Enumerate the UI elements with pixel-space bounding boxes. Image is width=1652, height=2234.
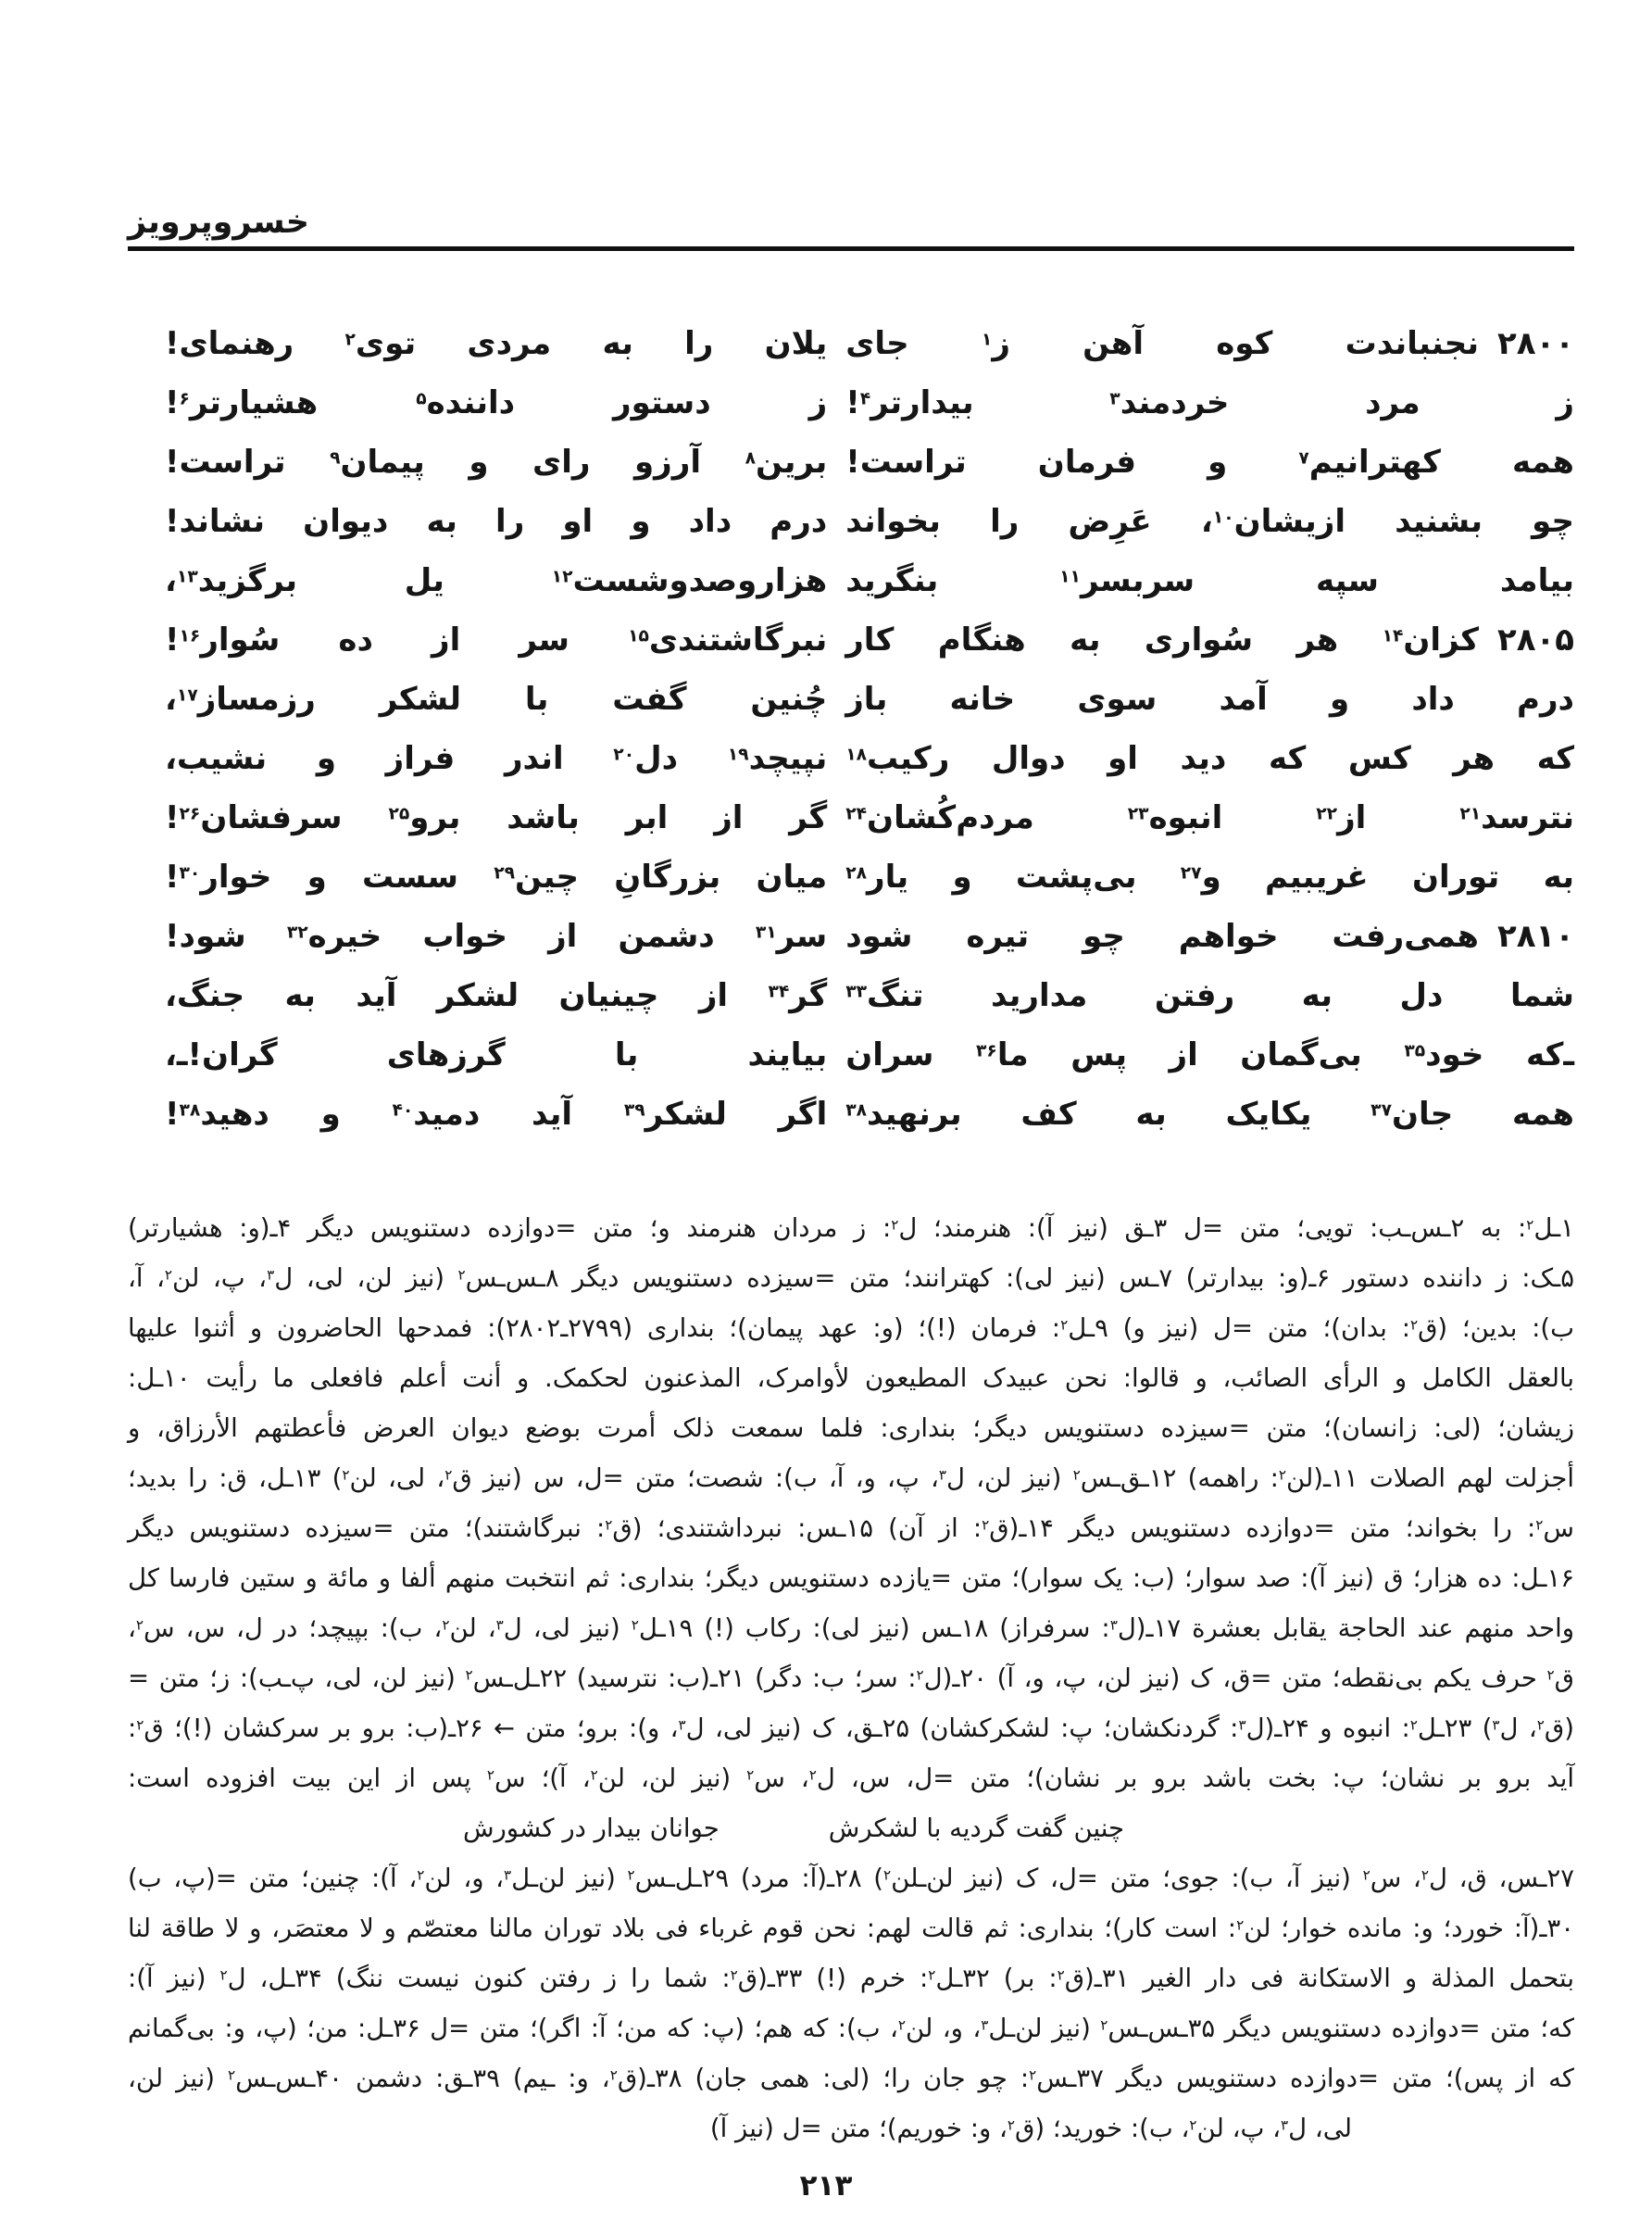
hemistich-left: هزاروصدوشست$^{۱۲}$ یل برگزید$^{۱۳}$، (165, 562, 828, 599)
hemistich-text: کزان$^{۱۴}$ هر سُواری به هنگام کار (845, 621, 1479, 659)
hemistich-left: گر از ابر باشد برو$^{۲۵}$ سرفشان$^{۲۶}$! (165, 799, 828, 836)
hemistich-right (845, 610, 1574, 670)
footnote-line: س$^۲$: را بخواند؛ متن =دوازده دستنویس دیگر ۱۴ـ(ق$^۲$: از آن) ۱۵ـس: نبرداشتندی؛ (ق$^۲$: نبرگاشتند)؛ متن =سیزده دستنویس دیگر (128, 1513, 1574, 1543)
inserted-verse-right: چنین گفت گردیه با لشکرش (828, 1814, 1125, 1843)
hemistich-left: نپیچد$^{۱۹}$ دل$^{۲۰}$ اندر فراز و نشیب، (165, 740, 828, 777)
hemistich-text: نترسد$^{۲۱}$ از$^{۲۲}$ انبوه$^{۲۳}$ مردم‌کُشان$^{۲۴}$ (845, 799, 1574, 836)
hemistich-right (845, 966, 1574, 1025)
footnote-line: ۱۶ـل: ده هزار؛ ق (نیز آ): صد سوار؛ (ب: یک سوار)؛ متن =یازده دستنویس دیگر؛ بنداری: ثم انتخبت منهم ألفا و مائة و ستین فارسا کل (128, 1563, 1574, 1593)
verse-row (165, 788, 1574, 847)
footnote-line: که؛ متن =دوازده دستنویس دیگر ۳۵ـس‌ـس$^۲$ (نیز لن‌ـل$^۳$، و، لن$^۲$، ب): که هم؛ (پ: که من؛ آ: اگر)؛ متن =ل ۳۶ـل: من؛ (پ، و: بی‌گمانم (128, 2014, 1574, 2043)
verse-row (165, 610, 1574, 670)
footnote-line: ۲۷ـس، ق، ل$^۲$، س$^۲$ (نیز آ، ب): جوی؛ متن =ل، ک (نیز لن‌ـلن$^۲$) ۲۸ـ(آ: مرد) ۲۹ـل‌ـس$^۲$ (نیز لن‌ـل$^۳$، و، لن$^۲$، آ): چنین؛ متن =(پ، ب) (128, 1864, 1574, 1893)
page-number: ۲۱۳ (799, 2169, 853, 2203)
verse-row (165, 1085, 1574, 1144)
verse-row (165, 433, 1574, 492)
footnote-line: أجزلت لهم الصلات ۱۱ـ(لن$^۲$: راهمه) ۱۲ـق‌ـس$^۲$ (نیز لن، ل$^۳$، پ، و، آ، ب): شصت؛ متن =ل، س (نیز ق$^۲$، لی، لن$^۲$) ۱۳ـل، ق: را بدید؛ (128, 1463, 1574, 1493)
footnote-line: لی، ل$^۳$، پ، لن$^۲$، ب): خورید؛ (ق$^۲$، و: خوریم)؛ متن =ل (نیز آ) (709, 2114, 1352, 2143)
verse-row (165, 847, 1574, 907)
hemistich-left: درم داد و او را به دیوان نشاند! (165, 503, 828, 540)
hemistich-right (845, 1085, 1574, 1144)
hemistich-left: یلان را به مردی توی$^۲$ رهنمای! (165, 325, 828, 362)
footnote-line: بتحمل المذلة و الاستکانة فی دار الغیر ۳۱ـ(ق$^۲$: بر) ۳۲ـل$^۲$: خرم (!) ۳۳ـ(ق$^۲$: شما را ز رفتن کنون نیست ننگ) ۳۴ـل، ل$^۲$ (نیز آ): (128, 1964, 1574, 1993)
footnote-line: آید برو بر نشان؛ پ: بخت باشد برو بر نشان)؛ متن =ل، س، ل$^۲$، س$^۲$ (نیز لن، لن$^۲$، آ)؛ س$^۲$ پس از این بیت افزوده است: (128, 1763, 1574, 1793)
hemistich-left: چُنین گفت با لشکر رزمساز$^{۱۷}$، (165, 681, 828, 718)
footnote-line: ب): بدین؛ (ق$^۲$: بدان)؛ متن =ل (نیز و) ۹ـل$^۲$: فرمان (!)؛ (و: عهد پیمان)؛ بنداری (۲۷۹۹ـ۲۸۰۲): فمدحها الحاضرون و أثنوا علیها (128, 1313, 1574, 1343)
hemistich-text: ـ‌که خود$^{۳۵}$ بی‌گمان از پس ما$^{۳۶}$ سران (845, 1036, 1574, 1073)
hemistich-left: نبرگاشتندی$^{۱۵}$ سر از ده سُوار$^{۱۶}$! (165, 621, 828, 659)
verse-row (165, 551, 1574, 610)
hemistich-text: نجنباندت کوه آهن ز$^۱$ جای (845, 325, 1479, 362)
hemistich-left: میان بزرگانِ چین$^{۲۹}$ سست و خوار$^{۳۰}$! (165, 859, 828, 896)
hemistich-right (845, 314, 1574, 373)
hemistich-left: برین$^۸$ آرزو رای و پیمان$^۹$ تراست! (165, 444, 828, 481)
verse-row (165, 1025, 1574, 1085)
footnote-line: (ق$^۲$، ل$^۳$) ۲۳ـل$^۲$: انبوه و ۲۴ـ(ل$^۳$: گردنکشان؛ پ: لشکرکشان) ۲۵ـق، ک (نیز لی، ل$^۳$، و): برو؛ متن ← ۲۶ـ(ب: برو بر سرکشان (!)؛ ق$^۲$: (128, 1713, 1574, 1743)
verse-row (165, 492, 1574, 551)
hemistich-text: شما دل به رفتن مدارید تنگ$^{۳۳}$ (845, 977, 1574, 1014)
poem (128, 314, 1574, 1144)
hemistich-text: ز مرد خردمند$^۳$ بیدارتر$^۴$! (845, 384, 1574, 421)
hemistich-text: بیامد سپه سربسر$^{۱۱}$ بنگرید (845, 562, 1574, 599)
footnote-line: که از پس)؛ متن =دوازده دستنویس دیگر ۳۷ـس$^۲$: چو جان را؛ (لی: همی جان) ۳۸ـ(ق$^۲$، و: ـیم) ۳۹ـق: دشمن ۴۰ـس‌ـس$^۲$ (نیز لن، (128, 2064, 1574, 2093)
hemistich-left: گر$^{۳۴}$ از چینیان لشکر آید به جنگ، (165, 977, 828, 1014)
hemistich-right (845, 373, 1574, 433)
hemistich-right (845, 788, 1574, 847)
hemistich-text: درم داد و آمد سوی خانه باز (845, 681, 1574, 718)
verse-row (165, 966, 1574, 1025)
footnote-line: ۳۰ـ(آ: خورد؛ و: مانده خوار؛ لن$^۲$: است کار)؛ بنداری: ثم قالت لهم: نحن قوم غرباء فی بلاد توران مالنا معتصّم و لا معتصَر، و لا طاقة لنا (128, 1914, 1574, 1943)
text-block (128, 0, 1574, 2153)
hemistich-left: سر$^{۳۱}$ دشمن از خواب خیره$^{۳۲}$ شود! (165, 918, 828, 955)
hemistich-text: همه کهترانیم$^۷$ و فرمان تراست! (845, 444, 1574, 481)
hemistich-text: چو بشنید ازیشان$^{۱۰}$، عَرِض را بخواند (845, 503, 1574, 540)
hemistich-left: بیایند با گرزهای گران!ـ، (165, 1036, 828, 1073)
inserted-verse (70, 1803, 1517, 1853)
verse-row (165, 729, 1574, 788)
verse-number: ۲۸۰۰ (1496, 325, 1574, 362)
hemistich-right (845, 729, 1574, 788)
footnote-line: ق$^۲$ حرف یکم بی‌نقطه؛ متن =ق، ک (نیز لن، پ، و، آ) ۲۰ـ(ل$^۲$: سر؛ ب: دگر) ۲۱ـ(ب: نترسید) ۲۲ـل‌ـس$^۲$ (نیز لن، لی، پ‌ـب): ز؛ متن = (128, 1663, 1574, 1693)
inserted-verse-left: جوانان بیدار در کشورش (462, 1814, 720, 1843)
footnote-line: واحد منهم عند الحاجة یقابل بعشرة ۱۷ـ(ل$^۳$: سرفراز) ۱۸ـس (نیز لی): رکاب (!) ۱۹ـل$^۲$ (نیز لی، ل$^۳$، لن$^۲$، ب): بپیچد؛ در ل، س، س$^۲$، (128, 1613, 1574, 1643)
verse-number: ۲۸۱۰ (1496, 918, 1574, 955)
header-rule (128, 246, 1574, 251)
hemistich-right (845, 433, 1574, 492)
critical-apparatus (128, 1203, 1574, 2153)
hemistich-right (845, 1025, 1574, 1085)
verse-row (165, 907, 1574, 966)
hemistich-right (845, 492, 1574, 551)
hemistich-text: همه جان$^{۳۷}$ یکایک به کف برنهید$^{۳۸}$ (845, 1096, 1574, 1133)
hemistich-text: که هر کس که دید او دوال رکیب$^{۱۸}$ (845, 740, 1574, 777)
verse-number: ۲۸۰۵ (1496, 621, 1574, 659)
verse-row (165, 314, 1574, 373)
hemistich-right (845, 551, 1574, 610)
hemistich-text: به توران غریبیم و$^{۲۷}$ بی‌پشت و یار$^{۲۸}$ (845, 859, 1574, 896)
hemistich-left: اگر لشکر$^{۳۹}$ آید دمید$^{۴۰}$ و دهید$^{۳۸}$! (165, 1096, 828, 1133)
footnote-line: بالعقل الکامل و الرأی الصائب، و قالوا: نحن عبیدک المطیعون لأوامرک، المذعنون لحکمک. و أنت أعلم فافعلی ما رأیت ۱۰ـل: (128, 1363, 1574, 1393)
hemistich-text: همی‌رفت خواهم چو تیره شود (845, 918, 1479, 955)
hemistich-right (845, 847, 1574, 907)
verse-row (165, 670, 1574, 729)
footnote-line: ۵ـک: ز داننده دستور ۶ـ(و: بیدارتر) ۷ـس (نیز لی): کهترانند؛ متن =سیزده دستنویس دیگر ۸ـس‌ـس$^۲$ (نیز لن، لی، ل$^۳$، پ، لن$^۲$، آ، (128, 1263, 1575, 1293)
verse-row (165, 373, 1574, 433)
hemistich-right (845, 907, 1574, 966)
footnote-line: ۱ـل$^۲$: به ۲ـس‌ـب: تویی؛ متن =ل ۳ـق (نیز آ): هنرمند؛ ل$^۲$: ز مردان هنرمند و؛ متن =دوازده دستنویس دیگر ۴ـ(و: هشیارتر) (128, 1213, 1575, 1243)
hemistich-right (845, 670, 1574, 729)
footnote-line: زیشان؛ (لی: زانسان)؛ متن =سیزده دستنویس دیگر؛ بنداری: فلما سمعت ذلک أمرت بوضع دیوان العرض فأعطتهم الأرزاق، و (128, 1413, 1574, 1443)
hemistich-left: ز دستور داننده$^۵$ هشیارتر$^۶$! (165, 384, 828, 421)
running-head-title: خسروپرویز (128, 204, 309, 241)
